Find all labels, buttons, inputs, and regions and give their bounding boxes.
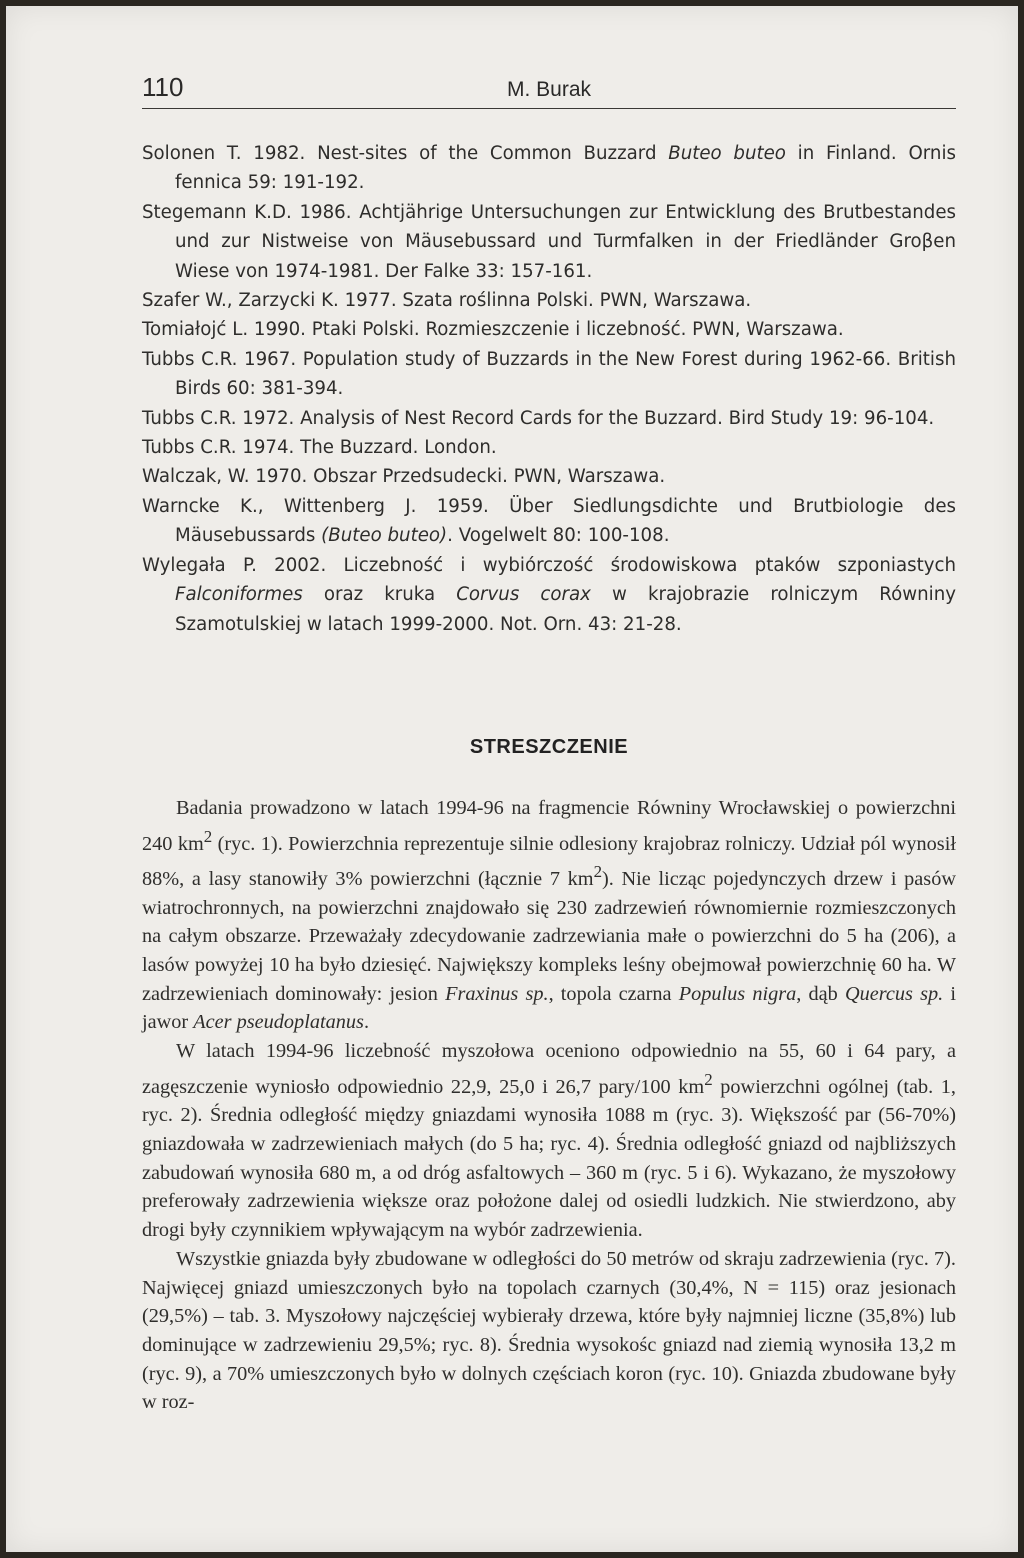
summary-body — [142, 794, 956, 1417]
species-name: Acer pseudoplatanus — [193, 1011, 364, 1034]
reference-list — [142, 139, 956, 639]
reference-item — [142, 492, 956, 551]
reference-italic: Falconiformes — [175, 584, 303, 606]
text-run: (ryc. 1). Powierzchnia reprezentuje silnie odlesiony krajobraz rolniczy. Udział pól wynosił 88%, a lasy stanowiły 3% powierzchni (łącznie 7 km — [142, 832, 956, 890]
text-run: Wszystkie gniazda były zbudowane w odległości do 50 metrów od skraju zadrzewienia (ryc. 7). Najwięcej gniazd umieszczonych było na topolach czarnych (30,4%, N = 115) oraz jesionach (29,5%) – tab. 3. Myszołowy najczęściej wybierały drzewa, które były najmniej liczne (35,8%) lub dominujące w zadrzewieniu 29,5%; ryc. 8). Średnia wysokośc gniazd nad ziemią wynosiła 13,2 m (ryc. 9), a 70% umieszczonych było w dolnych częściach koron (ryc. 10). Gniazda zbudowane były w roz- — [142, 1247, 956, 1414]
text-run: ). Nie licząc pojedynczych drzew i pasów wiatrochronnych, na powierzchni znajdowało się 230 zadrzewień równomiernie rozmieszczonych na całym obszarze. Przeważały zdecydowanie zadrzewiania małe o powierzchni do 5 ha (206), a lasów powyżej 10 ha było dziesięć. Największy kompleks leśny obejmował powierzchnię 60 ha. W zadrzewieniach dominowały: jesion — [142, 867, 956, 1005]
reference-item — [142, 433, 956, 462]
reference-item — [142, 551, 956, 639]
reference-item — [142, 139, 956, 198]
reference-item — [142, 198, 956, 286]
reference-text: Szafer W., Zarzycki K. 1977. Szata roślinna Polski. PWN, Warszawa. — [142, 290, 752, 312]
reference-item — [142, 315, 956, 344]
summary-paragraph — [142, 794, 956, 1037]
reference-text: Tubbs C.R. 1974. The Buzzard. London. — [142, 437, 497, 459]
species-name: Fraxinus sp. — [445, 982, 549, 1005]
reference-text: . Vogelwelt 80: 100-108. — [447, 525, 670, 547]
superscript: 2 — [593, 862, 603, 882]
text-run: . — [363, 1011, 370, 1034]
page — [6, 6, 1018, 1552]
text-run: powierzchni ogólnej (tab. 1, ryc. 2). Średnia odległość między gniazdami wynosiła 1088 m (ryc. 3). Większość par (56-70%) gniazdowała w zadrzewieniach małych (do 5 ha; ryc. 4). Średnia odległość gniazd od najbliższych zabudowań wynosiła 680 m, a od dróg asfaltowych – 360 m (ryc. 5 i 6). Wykazano, że myszołowy preferowały zadrzewienia większe oraz położone dalej od osiedli ludzkich. Nie stwierdzono, aby drogi były czynnikiem wpływającym na wybór zadrzewienia. — [142, 1075, 956, 1242]
reference-text: Tubbs C.R. 1967. Population study of Buzzards in the New Forest during 1962-66. British Birds 60: 381-394. — [142, 348, 956, 400]
text-run: , topola czarna — [548, 982, 679, 1005]
superscript: 2 — [704, 1069, 713, 1089]
reference-text: w krajobrazie rolniczym Równiny Szamotulskiej w latach 1999-2000. Not. Orn. 43: 21-28. — [175, 584, 956, 635]
reference-item — [142, 404, 956, 433]
reference-item — [142, 345, 956, 404]
summary-paragraph — [142, 1037, 956, 1245]
section-heading: STRESZCZENIE — [469, 736, 629, 758]
reference-text: Stegemann K.D. 1986. Achtjährige Untersuchungen zur Entwicklung des Brutbestandes und zur Nistweise von Mäusebussard und Turmfalken in der Friedländer Groβen Wiese von 1974-1981. Der Falke 33: 157-161. — [142, 201, 956, 282]
reference-text: Tubbs C.R. 1972. Analysis of Nest Record Cards for the Buzzard. Bird Study 19: 96-104. — [142, 407, 935, 429]
running-head-author: M. Burak — [506, 78, 592, 101]
species-name: Quercus sp. — [844, 982, 944, 1005]
text-run: i jawor — [142, 982, 956, 1034]
reference-text: Warncke K., Wittenberg J. 1959. Über Siedlungsdichte und Brutbiologie des Mäusebussards — [142, 495, 956, 547]
reference-text: Walczak, W. 1970. Obszar Przedsudecki. PWN, Warszawa. — [142, 466, 666, 488]
reference-text: in Finland. Ornis fennica 59: 191-192. — [175, 143, 956, 194]
running-header — [142, 72, 956, 109]
species-name: Populus nigra — [678, 982, 797, 1005]
reference-text: Tomiałojć L. 1990. Ptaki Polski. Rozmieszczenie i liczebność. PWN, Warszawa. — [142, 319, 844, 341]
summary-paragraph — [142, 1245, 956, 1417]
reference-item — [142, 462, 956, 491]
reference-italic: (Buteo buteo) — [321, 525, 448, 547]
reference-text: Solonen T. 1982. Nest-sites of the Common Buzzard — [142, 143, 669, 164]
text-run: Badania prowadzono w latach 1994-96 na fragmencie Równiny Wrocławskiej o powierzchni 240 km — [142, 797, 956, 855]
reference-italic: Corvus corax — [456, 584, 591, 606]
reference-text: Wylegała P. 2002. Liczebność i wybiórczość środowiskowa ptaków szponiastych — [142, 554, 956, 576]
text-run: , dąb — [796, 982, 845, 1005]
page-number: 110 — [142, 72, 184, 102]
reference-text: oraz kruka — [302, 584, 457, 606]
text-run: W latach 1994-96 liczebność myszołowa oceniono odpowiednio na 55, 60 i 64 pary, a zagęszczenie wyniosło odpowiednio 22,9, 25,0 i 26,7 pary/100 km — [142, 1040, 956, 1098]
reference-italic: Buteo buteo — [668, 143, 786, 164]
reference-item — [142, 286, 956, 315]
superscript: 2 — [203, 826, 213, 846]
